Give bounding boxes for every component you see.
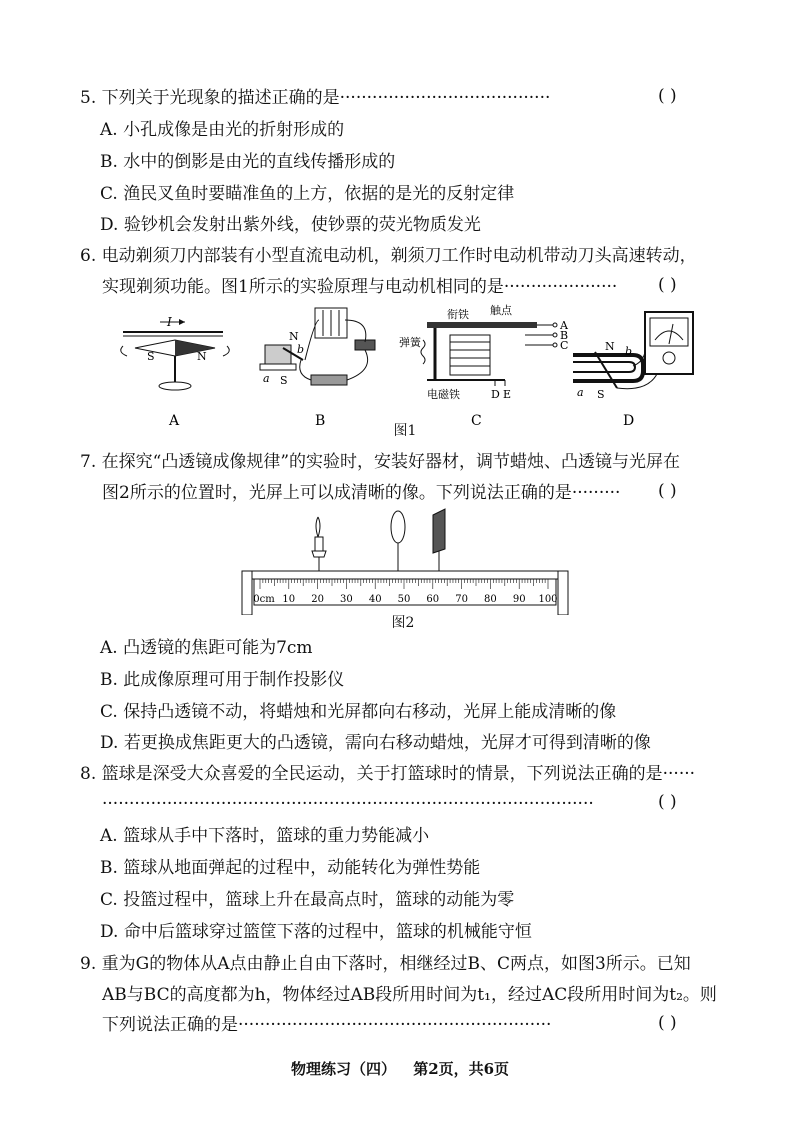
q5-answer-paren[interactable]: ( ): [658, 86, 677, 106]
q8-stem-line1: 8. 篮球是深受大众喜爱的全民运动，关于打篮球时的情景，下列说法正确的是······: [80, 764, 696, 784]
svg-text:S: S: [147, 350, 155, 363]
figure-1-label-d: D: [623, 413, 635, 429]
q7-answer-paren[interactable]: ( ): [658, 481, 677, 501]
q6-stem-line1: 6. 电动剃须刀内部装有小型直流电动机，剃须刀工作时电动机带动刀头高速转动，: [80, 246, 697, 266]
svg-text:B: B: [560, 329, 569, 342]
ruler-label: 70: [455, 594, 468, 605]
figure-1-label-a: A: [169, 413, 180, 429]
svg-text:触点: 触点: [490, 304, 512, 317]
figure-1: [105, 300, 705, 440]
figure-1-a: [121, 315, 230, 390]
q9-answer-paren[interactable]: ( ): [658, 1013, 677, 1033]
svg-text:D: D: [491, 388, 500, 401]
figure-1-c: [399, 303, 569, 401]
ruler-label: 60: [426, 594, 440, 605]
ruler-label: 10: [282, 594, 296, 605]
q8-answer-paren[interactable]: ( ): [658, 792, 677, 812]
q7-option-c: C. 保持凸透镜不动，将蜡烛和光屏都向右移动，光屏上能成清晰的像: [100, 702, 617, 722]
svg-text:N: N: [197, 350, 207, 363]
q7-option-b: B. 此成像原理可用于制作投影仪: [100, 670, 345, 690]
ruler-label: 20: [311, 594, 324, 605]
ruler-label: 30: [340, 594, 353, 605]
q8-stem-line2: ···························································································: [102, 794, 594, 814]
ruler-label: 50: [397, 594, 411, 605]
svg-text:b: b: [625, 345, 633, 358]
figure-1-label-c: C: [471, 413, 482, 429]
candle: [310, 517, 328, 575]
figure-1-b: [260, 308, 375, 387]
svg-text:S: S: [597, 388, 605, 401]
q9-stem-line2: AB与BC的高度都为h，物体经过AB段所用时间为t₁，经过AC段所用时间为t₂。则: [102, 985, 717, 1005]
q5-option-d: D. 验钞机会发射出紫外线，使钞票的荧光物质发光: [100, 215, 481, 235]
svg-text:E: E: [503, 388, 512, 401]
figure-1-label-b: B: [315, 413, 326, 429]
page-footer: [0, 1058, 800, 1079]
q5-option-c: C. 渔民叉鱼时要瞄准鱼的上方，依据的是光的反射定律: [100, 184, 515, 204]
figure-1-caption: 图1: [393, 423, 417, 439]
svg-text:b: b: [297, 343, 305, 356]
q9-stem-line3: 下列说法正确的是··························································: [102, 1015, 552, 1035]
q7-stem-line2: 图2所示的位置时，光屏上可以成清晰的像。下列说法正确的是·········: [102, 483, 621, 503]
q7-stem-line1: 7. 在探究“凸透镜成像规律”的实验时，安装好器材，调节蜡烛、凸透镜与光屏在: [80, 452, 681, 472]
ruler-label: 0cm: [253, 594, 275, 605]
convex-lens: [389, 511, 407, 575]
q5-option-a: A. 小孔成像是由光的折射形成的: [100, 120, 345, 140]
svg-text:I: I: [167, 315, 172, 329]
svg-text:a: a: [263, 372, 270, 385]
q5-option-b: B. 水中的倒影是由光的直线传播形成的: [100, 152, 396, 172]
q8-option-b: B. 篮球从地面弹起的过程中，动能转化为弹性势能: [100, 858, 481, 878]
q6-answer-paren[interactable]: ( ): [658, 275, 677, 295]
footer-page-number: 第2页，共6页: [413, 1060, 510, 1078]
figure-2: [240, 505, 570, 615]
svg-text:C: C: [560, 339, 569, 352]
q8-option-c: C. 投篮过程中，篮球上升在最高点时，篮球的动能为零: [100, 890, 515, 910]
ruler-label: 40: [368, 594, 382, 605]
figure-2-caption: 图2: [391, 615, 415, 631]
svg-text:S: S: [280, 374, 288, 387]
svg-text:a: a: [577, 386, 584, 399]
q9-stem-line1: 9. 重为G的物体从A点由静止自由下落时，相继经过B、C两点，如图3所示。已知: [80, 954, 691, 974]
ruler-label: 100: [538, 594, 558, 605]
svg-text:N: N: [605, 340, 615, 353]
svg-text:衔铁: 衔铁: [447, 308, 469, 321]
svg-text:A: A: [560, 319, 568, 332]
svg-text:电磁铁: 电磁铁: [427, 388, 460, 401]
q6-stem-line2: 实现剃须功能。图1所示的实验原理与电动机相同的是·····················: [102, 277, 618, 297]
svg-text:N: N: [289, 330, 299, 343]
ruler-label: 90: [512, 594, 526, 605]
svg-text:弹簧: 弹簧: [399, 336, 421, 349]
ruler-label: 80: [484, 594, 497, 605]
light-screen: [430, 509, 448, 575]
q7-option-d: D. 若更换成焦距更大的凸透镜，需向右移动蜡烛，光屏才可得到清晰的像: [100, 733, 651, 753]
figure-1-d: [573, 312, 693, 401]
footer-title: 物理练习（四）: [290, 1060, 396, 1078]
q7-option-a: A. 凸透镜的焦距可能为7cm: [100, 638, 313, 658]
q5-stem: 5. 下列关于光现象的描述正确的是·······································: [80, 88, 551, 108]
q8-option-d: D. 命中后篮球穿过篮筐下落的过程中，篮球的机械能守恒: [100, 922, 532, 942]
q8-option-a: A. 篮球从手中下落时，篮球的重力势能减小: [100, 826, 430, 846]
